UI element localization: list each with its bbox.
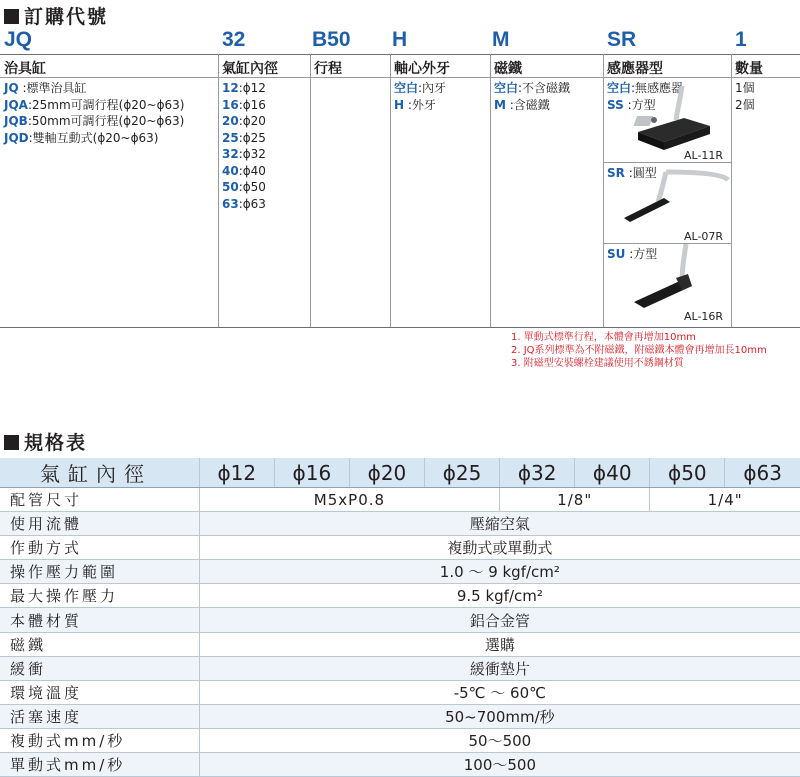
header-magnet: 磁鐵 — [494, 61, 522, 77]
row-value: -5℃ ～ 60℃ — [199, 680, 800, 704]
series-list — [4, 80, 184, 146]
table-row — [0, 560, 800, 584]
table-row — [0, 632, 800, 656]
spec-title: 規格表 — [4, 428, 87, 455]
list-item: 63:ϕ63 — [222, 196, 266, 211]
row-value: 選購 — [199, 632, 800, 656]
list-item: M :含磁鐵 — [494, 97, 550, 112]
table-row — [0, 656, 800, 680]
diameter-cell: ϕ40 — [575, 458, 650, 488]
list-item: JQD:雙軸互動式(ϕ20~ϕ63) — [4, 130, 159, 145]
diameter-cell: ϕ50 — [650, 458, 725, 488]
qty-list — [735, 80, 755, 113]
note-2: 2. JQ系列標準為不附磁鐵，附磁鐵本體會再增加長10mm — [511, 345, 767, 356]
port-value: M5xP0.8 — [199, 488, 499, 512]
bore-list — [222, 80, 266, 212]
table-row — [0, 512, 800, 536]
column-divider — [390, 54, 391, 327]
table-row — [0, 704, 800, 728]
row-label: 使用流體 — [0, 512, 199, 536]
table-row — [0, 488, 800, 512]
column-divider — [731, 54, 732, 327]
square-bullet-icon — [4, 435, 19, 450]
row-value: 壓縮空氣 — [199, 512, 800, 536]
row-label: 最大操作壓力 — [0, 584, 199, 608]
list-item: 50:ϕ50 — [222, 180, 266, 194]
sensor-su: SU :方型 — [607, 247, 658, 261]
note-1: 1. 單動式標準行程，本體會再增加10mm — [511, 332, 696, 343]
code-magnet: M — [492, 28, 510, 51]
port-value: 1/8" — [500, 488, 650, 512]
table-row — [0, 608, 800, 632]
row-value: 50～500 — [199, 728, 800, 752]
list-item: 16:ϕ16 — [222, 97, 266, 112]
column-divider — [490, 54, 491, 327]
row-value: 9.5 kgf/cm² — [199, 584, 800, 608]
sensor-su-model: AL-16R — [684, 310, 724, 323]
column-divider — [603, 54, 604, 327]
row-label: 作動方式 — [0, 536, 199, 560]
list-item: JQA:25mm可調行程(ϕ20~ϕ63) — [4, 97, 185, 112]
list-item: 20:ϕ20 — [222, 114, 266, 128]
order-code-title: 訂購代號 — [4, 2, 108, 29]
table-row — [0, 680, 800, 704]
code-sensor: SR — [607, 28, 637, 51]
list-item: 12:ϕ12 — [222, 81, 266, 95]
row-value: 100～500 — [199, 753, 800, 777]
list-item: 空白:內牙 — [394, 81, 447, 95]
list-item: 25:ϕ25 — [222, 130, 266, 145]
row-value: 50~700mm/秒 — [199, 704, 800, 728]
divider — [0, 54, 800, 55]
row-value: 複動式或單動式 — [199, 536, 800, 560]
magnet-list — [494, 80, 570, 113]
sensor-sr-image — [618, 162, 730, 232]
row-value: 鋁合金管 — [199, 608, 800, 632]
diameter-cell: ϕ32 — [500, 458, 575, 488]
diameter-cell: ϕ16 — [274, 458, 349, 488]
list-item: 2個 — [735, 97, 755, 112]
table-row — [0, 753, 800, 777]
divider — [0, 327, 800, 328]
table-header-row — [0, 458, 800, 488]
code-bore: 32 — [222, 28, 246, 51]
diameter-cell: ϕ12 — [199, 458, 274, 488]
diameter-cell: ϕ25 — [425, 458, 500, 488]
sensor-ss: SS :方型 — [607, 98, 656, 112]
row-label: 本體材質 — [0, 608, 199, 632]
spec-table — [0, 458, 800, 777]
row-label: 複動式mm/秒 — [0, 728, 199, 752]
column-divider — [218, 54, 219, 327]
table-row — [0, 584, 800, 608]
row-value: 1.0 ～ 9 kgf/cm² — [199, 560, 800, 584]
header-bore: 氣缸內徑 — [222, 61, 278, 77]
note-3: 3. 附磁型安裝螺栓建議使用不銹鋼材質 — [511, 358, 684, 369]
row-label: 單動式mm/秒 — [0, 753, 199, 777]
header-stroke: 行程 — [314, 61, 342, 77]
column-divider — [310, 54, 311, 327]
sensor-ss-model: AL-11R — [684, 149, 724, 162]
sensor-blank: 空白:無感應器 — [607, 81, 684, 95]
code-qty: 1 — [735, 28, 747, 51]
row-label: 環境溫度 — [0, 680, 199, 704]
row-label: 活塞速度 — [0, 704, 199, 728]
list-item: 32:ϕ32 — [222, 147, 266, 161]
sensor-sr: SR :圓型 — [607, 166, 657, 180]
header-sensor: 感應器型 — [607, 61, 663, 77]
header-thread: 軸心外牙 — [394, 61, 450, 77]
diameter-cell: ϕ20 — [349, 458, 424, 488]
row-label: 操作壓力範圍 — [0, 560, 199, 584]
list-item: JQB:50mm可調行程(ϕ20~ϕ63) — [4, 114, 185, 128]
header-label: 氣缸內徑 — [0, 458, 199, 488]
square-bullet-icon — [4, 9, 19, 24]
code-thread: H — [392, 28, 408, 51]
list-item: H :外牙 — [394, 97, 436, 112]
header-qty: 數量 — [735, 61, 763, 77]
port-value: 1/4" — [650, 488, 800, 512]
code-series: JQ — [4, 28, 33, 51]
diameter-cell: ϕ63 — [725, 458, 800, 488]
row-label: 配管尺寸 — [0, 488, 199, 512]
list-item: 空白:不含磁鐵 — [494, 81, 571, 95]
code-stroke: B50 — [312, 28, 351, 51]
sensor-su-image — [620, 244, 730, 314]
list-item: JQ :標準治具缸 — [4, 81, 87, 95]
list-item: 1個 — [735, 81, 755, 95]
sensor-sr-model: AL-07R — [684, 230, 724, 243]
list-item: 40:ϕ40 — [222, 163, 266, 178]
row-label: 緩衝 — [0, 656, 199, 680]
table-row — [0, 728, 800, 752]
thread-list — [394, 80, 446, 113]
table-row — [0, 536, 800, 560]
row-label: 磁鐵 — [0, 632, 199, 656]
row-value: 緩衝墊片 — [199, 656, 800, 680]
header-series: 治具缸 — [4, 61, 46, 77]
